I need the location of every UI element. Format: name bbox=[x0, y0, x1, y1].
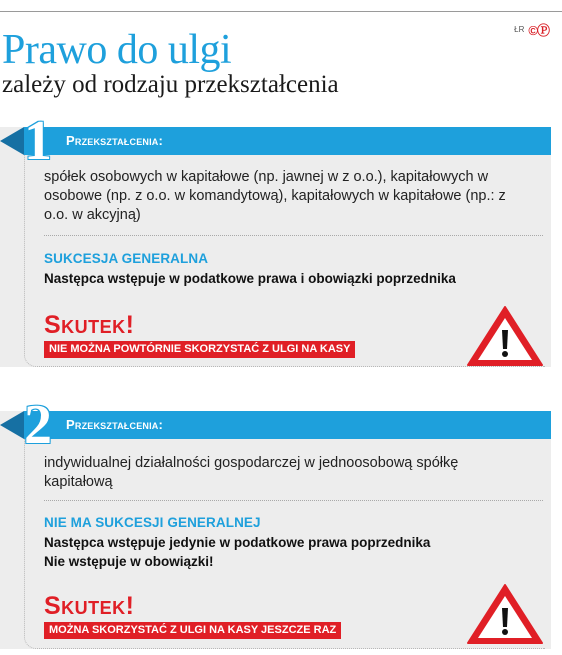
panel-number: 1 bbox=[24, 110, 52, 172]
banner-label: Przekształcenia: bbox=[66, 133, 164, 148]
warning-triangle-icon bbox=[466, 583, 544, 645]
panel-banner bbox=[0, 411, 551, 439]
panel-1 bbox=[0, 110, 551, 367]
banner-label: Przekształcenia: bbox=[66, 417, 164, 432]
panel-description: spółek osobowych w kapitałowe (np. jawnej w z o.o.), kapitałowych w osobowe (np. z o.o. w komandytową), kapitałowych w kapitałowe (np.: z o.o. w akcyjną) bbox=[44, 169, 506, 223]
warning-triangle-icon bbox=[466, 305, 544, 367]
succession-heading: NIE MA SUKCESJI GENERALNEJ bbox=[44, 515, 261, 530]
effect-title: Skutek! bbox=[44, 592, 135, 620]
panel-description: indywidualnej działalności gospodarczej w jednoosobową spółkę kapitałową bbox=[44, 455, 459, 490]
succession-line: Następca wstępuje w podatkowe prawa i obowiązki poprzednika bbox=[44, 271, 456, 286]
credit bbox=[514, 20, 549, 39]
separator bbox=[44, 500, 543, 501]
author-initials: ŁR bbox=[514, 25, 525, 34]
effect-bar: MOŻNA SKORZYSTAĆ Z ULGI NA KASY JESZCZE RAZ bbox=[44, 622, 341, 639]
succession-heading: SUKCESJA GENERALNA bbox=[44, 251, 209, 266]
panel-banner bbox=[0, 127, 551, 155]
panel-number: 2 bbox=[24, 394, 52, 456]
effect-bar: NIE MOŻNA POWTÓRNIE SKORZYSTAĆ Z ULGI NA KASY bbox=[44, 341, 355, 358]
succession-line: Nie wstępuje w obowiązki! bbox=[44, 554, 214, 569]
separator bbox=[44, 235, 543, 236]
page-subtitle: zależy od rodzaju przekształcenia bbox=[2, 71, 339, 98]
effect-title: Skutek! bbox=[44, 311, 135, 339]
succession-line: Następca wstępuje jedynie w podatkowe prawa poprzednika bbox=[44, 535, 431, 550]
top-rule bbox=[0, 11, 562, 12]
panel-2 bbox=[0, 394, 551, 649]
page-title: Prawo do ulgi bbox=[2, 27, 232, 73]
publisher-logo: ©Ⓟ bbox=[528, 23, 549, 38]
